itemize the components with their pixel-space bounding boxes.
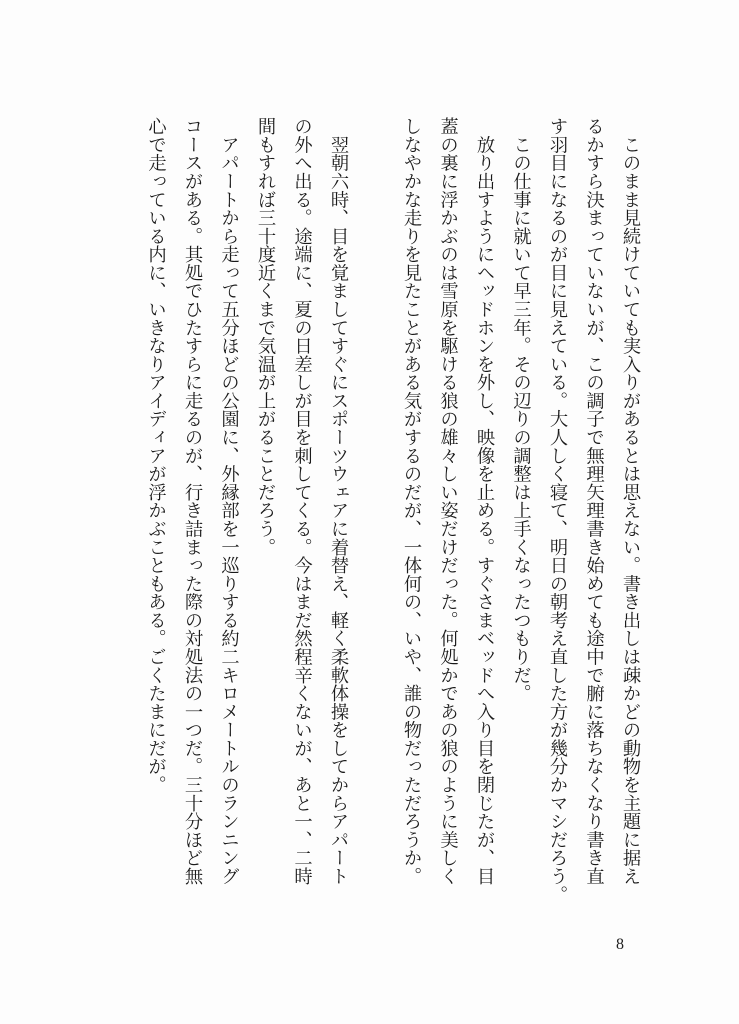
- text-line: この仕事に就いて早三年。その辺りの調整は上手くなったつもりだ。: [510, 117, 532, 703]
- section-break: [356, 117, 393, 907]
- text-line: す羽目になるのが目に見えている。大人しく寝て、明日の朝考え直した方が幾分かマシだろう。: [547, 117, 568, 904]
- text-line: このまま見続けていても実入りがあるとは思えない。書き出しは疎かどの動物を主題に据え: [620, 117, 641, 886]
- text-line: しなやかな走りを見たことがある気がするのだが、一体何の、いや、誰の物だっただろうか。: [401, 117, 422, 886]
- text-line: コースがある。其処でひたすらに走るのが、行き詰まった際の対処法の一つだ。三十分ほど無: [182, 117, 203, 886]
- text-line: るかすら決まっていないが、この調子で無理矢理書き始めても途中で腑に落ちなくなり書き直: [583, 117, 605, 886]
- text-line: アパートから走って五分ほどの公園に、外縁部を一巡りする約二キロメートルのランニング: [218, 117, 240, 886]
- text-line: 翌朝六時、目を覚ましてすぐにスポーツウェアに着替え、軽く柔軟体操をしてからアパート: [328, 117, 349, 886]
- page-number: 8: [616, 936, 624, 953]
- text-line: 蓋の裏に浮かぶのは雪原を駆ける狼の雄々しい姿だけだった。何処かであの狼のように美しく: [437, 117, 459, 886]
- text-line: の外へ出る。途端に、夏の日差しが目を刺してくる。今はまだ然程辛くないが、あと一、二時: [291, 117, 313, 886]
- text-line: 心で走っている内に、いきなりアイディアが浮かぶこともある。ごくたまにだが。: [145, 117, 167, 794]
- text-line: 間もすれば三十度近くまで気温が上がることだろう。: [255, 117, 276, 556]
- text-line: 放り出すようにヘッドホンを外し、映像を止める。すぐさまベッドへ入り目を閉じたが、目: [474, 117, 495, 886]
- vertical-text-body: [137, 117, 648, 907]
